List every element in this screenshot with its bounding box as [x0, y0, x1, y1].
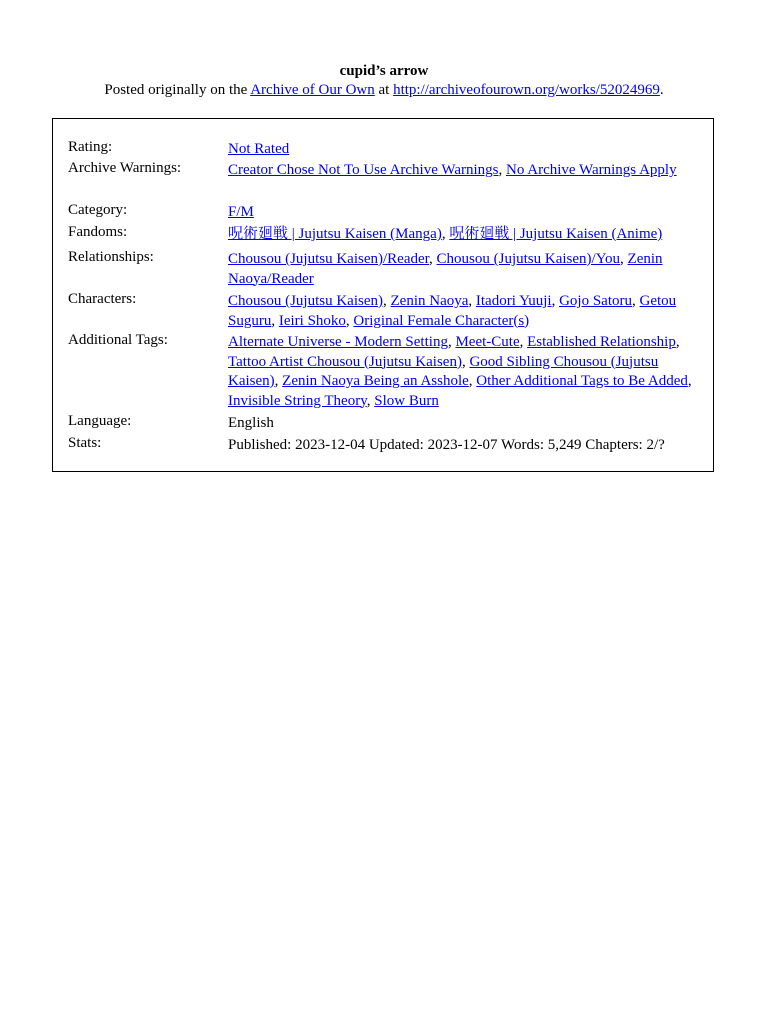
posted-prefix: Posted originally on the [104, 82, 251, 98]
archive-warnings-tags [228, 161, 700, 181]
tag-link[interactable]: Alternate Universe - Modern Setting [228, 334, 448, 350]
tag-link[interactable]: Chousou (Jujutsu Kaisen)/You [436, 251, 621, 267]
tag-link[interactable]: Other Additional Tags to Be Added [476, 373, 688, 389]
language-label: Language: [68, 413, 132, 429]
tag-separator: , [632, 293, 640, 309]
archive-link[interactable]: Archive of Our Own [250, 82, 375, 98]
tag-link[interactable]: Not Rated [228, 141, 290, 157]
tag-separator: , [675, 334, 680, 350]
tag-link[interactable]: Good Sibling Chousou (Jujutsu Kaisen) [228, 353, 659, 389]
characters-label: Characters: [68, 291, 137, 307]
tag-link[interactable]: 呪術廻戦 | Jujutsu Kaisen (Manga) [228, 226, 442, 242]
additional-tags-label: Additional Tags: [68, 332, 168, 348]
posted-mid: at [374, 82, 394, 98]
tag-link[interactable]: Established Relationship [527, 334, 676, 350]
tag-link[interactable]: 呪術廻戦 | Jujutsu Kaisen (Anime) [449, 226, 663, 242]
relationships-label: Relationships: [68, 249, 154, 265]
tag-separator: , [274, 373, 283, 389]
additional-tags-list [228, 333, 700, 411]
tag-link[interactable]: Getou Suguru [228, 293, 677, 329]
tag-link[interactable]: Original Female Character(s) [353, 312, 530, 329]
stats-value: Published: 2023-12-04 Updated: 2023-12-07 Words: 5,249 Chapters: 2/? [228, 437, 665, 453]
tag-separator: , [498, 162, 506, 178]
tag-separator: , [441, 226, 450, 242]
rating-tags [228, 140, 700, 160]
rating-label: Rating: [68, 139, 113, 155]
tag-link[interactable]: Itadori Yuuji [475, 293, 552, 309]
tag-link[interactable]: Zenin Naoya Being an Asshole [282, 373, 469, 389]
archive-warnings-label: Archive Warnings: [68, 160, 182, 176]
tag-separator: , [383, 293, 391, 309]
tag-separator: , [687, 373, 692, 389]
work-metadata-box [52, 118, 714, 472]
tag-separator: , [366, 392, 375, 409]
tag-link[interactable]: Tattoo Artist Chousou (Jujutsu Kaisen) [228, 353, 462, 370]
tag-separator: , [271, 312, 279, 329]
fandoms-label: Fandoms: [68, 224, 128, 240]
posted-suffix: . [659, 82, 664, 98]
tag-link[interactable]: Chousou (Jujutsu Kaisen)/Reader [228, 251, 430, 267]
tag-separator: , [468, 293, 476, 309]
stats-label: Stats: [68, 435, 102, 451]
category-tags [228, 203, 700, 223]
tag-link[interactable]: F/M [228, 204, 254, 220]
category-label: Category: [68, 202, 128, 218]
tag-link[interactable]: Creator Chose Not To Use Archive Warnings [228, 162, 499, 178]
tag-link[interactable]: Meet-Cute [455, 334, 520, 350]
characters-tags [228, 292, 700, 331]
tag-separator: , [551, 293, 560, 309]
tag-separator: , [461, 353, 470, 370]
tag-separator: , [345, 312, 354, 329]
tag-link[interactable]: Zenin Naoya/Reader [228, 251, 663, 287]
tag-separator: , [429, 251, 437, 267]
fandoms-tags [228, 225, 700, 245]
tag-link[interactable]: Zenin Naoya [390, 293, 469, 309]
tag-link[interactable]: Invisible String Theory [228, 392, 367, 409]
tag-link[interactable]: Ieiri Shoko [278, 312, 346, 329]
relationships-tags [228, 250, 700, 289]
tag-separator: , [519, 334, 528, 350]
tag-link[interactable]: Chousou (Jujutsu Kaisen) [228, 293, 383, 309]
tag-link[interactable]: Slow Burn [374, 392, 439, 409]
tag-separator: , [447, 334, 456, 350]
tag-link[interactable]: No Archive Warnings Apply [505, 162, 677, 178]
posted-line [0, 81, 768, 100]
tag-separator: , [620, 251, 628, 267]
tag-separator: , [468, 373, 477, 389]
work-header [0, 62, 768, 100]
work-url-link[interactable]: http://archiveofourown.org/works/52024969 [393, 82, 660, 98]
language-value: English [228, 415, 274, 431]
tag-link[interactable]: Gojo Satoru [559, 293, 632, 309]
work-title: cupid’s arrow [339, 63, 429, 79]
